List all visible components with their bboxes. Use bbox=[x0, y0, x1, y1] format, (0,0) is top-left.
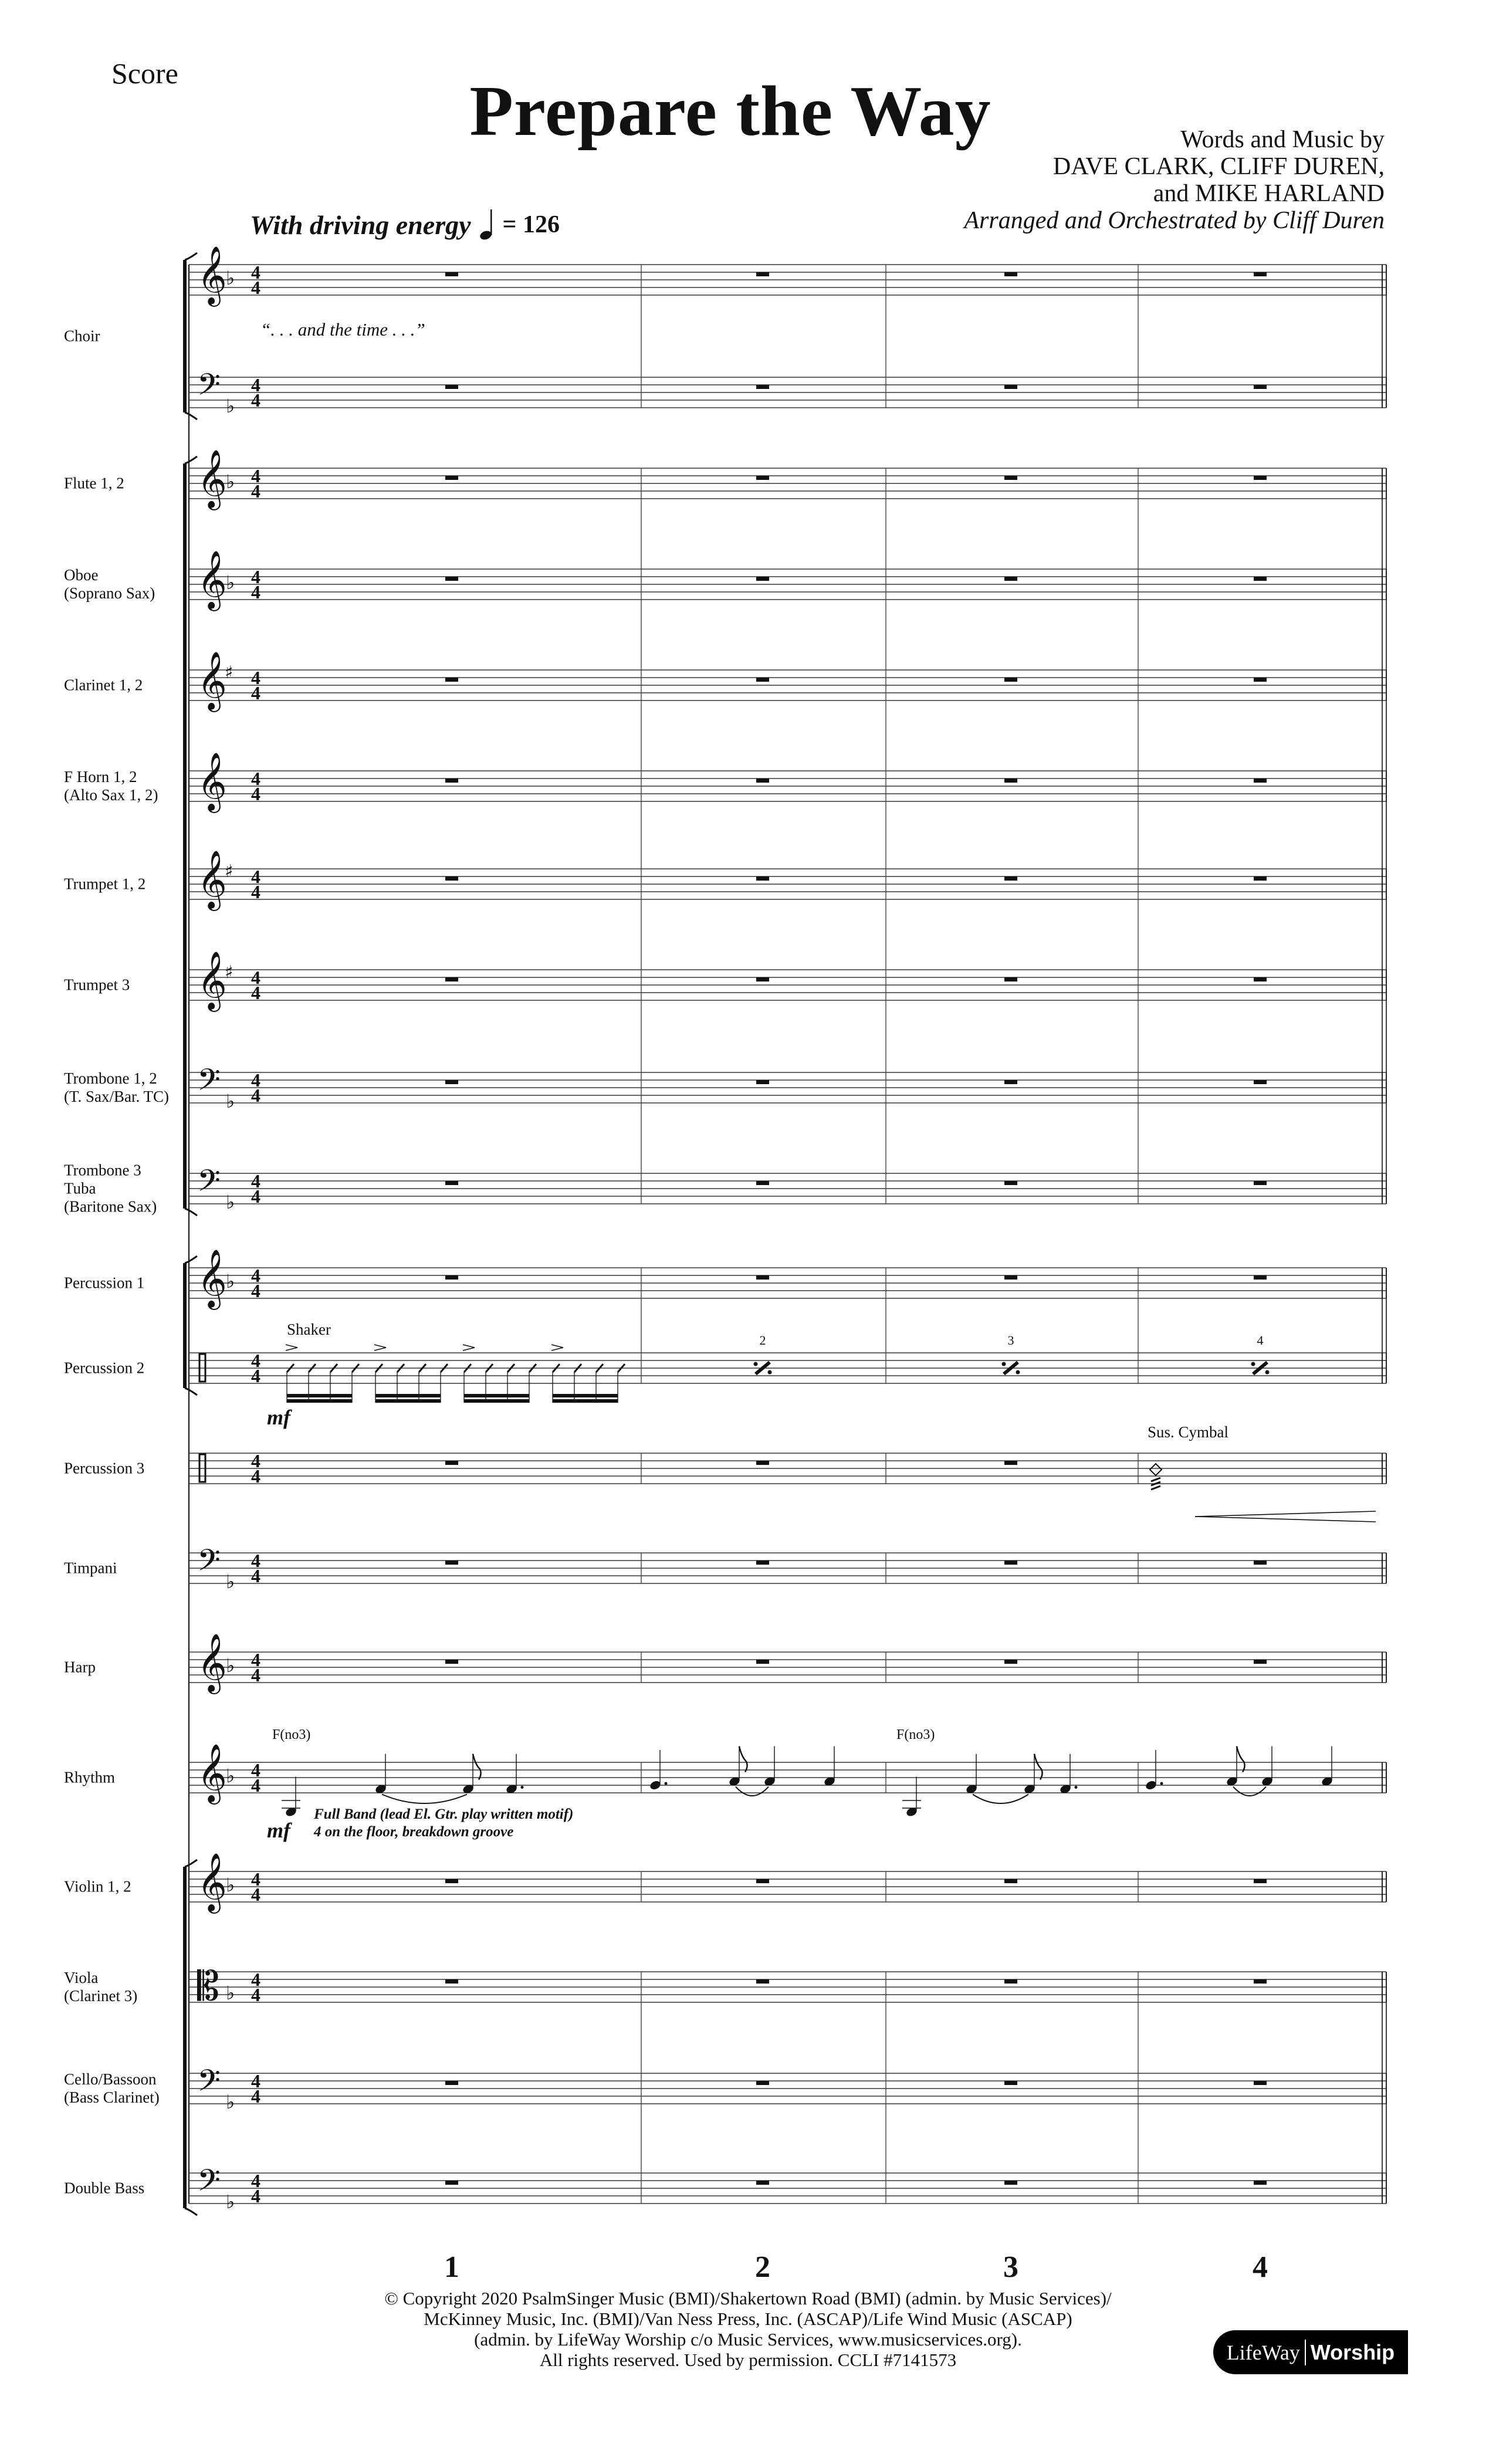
crescendo-hairpin bbox=[1195, 1511, 1376, 1517]
whole-rest bbox=[756, 2081, 769, 2085]
measure-number: 2 bbox=[755, 2250, 770, 2284]
beam bbox=[553, 1399, 618, 1403]
beam bbox=[375, 1399, 441, 1403]
sus-cymbal-label: Sus. Cymbal bbox=[1148, 1423, 1229, 1441]
instrument-label-line: Viola bbox=[64, 1969, 99, 1986]
treble-clef-icon: 𝄞 bbox=[197, 449, 227, 508]
time-signature-top: 4 bbox=[251, 1069, 260, 1091]
whole-rest bbox=[756, 476, 769, 480]
song-title: Prepare the Way bbox=[469, 72, 991, 151]
treble-clef-icon: 𝄞 bbox=[197, 246, 227, 304]
staff bbox=[189, 2162, 1386, 2213]
whole-rest bbox=[756, 1879, 769, 1883]
flat-icon: ♭ bbox=[226, 1571, 235, 1593]
treble-clef-icon: 𝄞 bbox=[197, 1633, 227, 1692]
eighth-flag bbox=[739, 1747, 747, 1772]
treble-clef-icon: 𝄞 bbox=[197, 1249, 227, 1308]
logo-divider bbox=[1305, 2340, 1306, 2365]
time-signature-bottom: 4 bbox=[251, 1565, 260, 1586]
whole-rest bbox=[445, 476, 458, 480]
flat-icon: ♭ bbox=[226, 571, 235, 594]
flat-icon: ♭ bbox=[226, 1191, 235, 1213]
whole-rest bbox=[756, 385, 769, 389]
tremolo-mark bbox=[1151, 1478, 1160, 1481]
whole-rest bbox=[445, 2181, 458, 2185]
whole-rest bbox=[1004, 977, 1017, 981]
whole-rest bbox=[756, 1979, 769, 1984]
time-signature-bottom: 4 bbox=[251, 682, 260, 703]
whole-rest bbox=[1004, 1660, 1017, 1664]
tie bbox=[1233, 1787, 1266, 1796]
whole-rest bbox=[1004, 1879, 1017, 1883]
bass-clef-icon: 𝄢 bbox=[197, 2162, 221, 2205]
whole-rest bbox=[756, 272, 769, 276]
bracket-hook bbox=[185, 1860, 197, 1867]
credit-line: and MIKE HARLAND bbox=[1153, 180, 1385, 207]
instrument-label-line: Percussion 1 bbox=[64, 1274, 145, 1292]
tempo-text: With driving energy bbox=[250, 209, 471, 240]
beam bbox=[375, 1394, 441, 1397]
staff bbox=[189, 1853, 1386, 1914]
whole-rest bbox=[1254, 678, 1267, 682]
instrument-label-line: Cello/Bassoon bbox=[64, 2070, 157, 2088]
whole-rest bbox=[445, 1080, 458, 1084]
time-signature-bottom: 4 bbox=[251, 1365, 260, 1386]
bass-clef-icon: 𝄢 bbox=[197, 367, 221, 409]
whole-rest bbox=[1004, 1979, 1017, 1984]
time-signature-bottom: 4 bbox=[251, 390, 260, 411]
copyright-line: McKinney Music, Inc. (BMI)/Van Ness Press, Inc. (ASCAP)/Life Wind Music (ASCAP) bbox=[424, 2309, 1072, 2329]
time-signature-top: 4 bbox=[251, 1550, 260, 1571]
time-signature-top: 4 bbox=[251, 667, 260, 688]
instrument-label-line: Double Bass bbox=[64, 2179, 145, 2197]
instrument-label-line: (Baritone Sax) bbox=[64, 1197, 157, 1216]
copyright-notice bbox=[329, 2288, 1167, 2370]
eighth-flag bbox=[1034, 1754, 1043, 1780]
whole-rest bbox=[1254, 1080, 1267, 1084]
measure-repeat-dot bbox=[754, 1362, 758, 1366]
whole-rest bbox=[1004, 1080, 1017, 1084]
whole-rest bbox=[445, 577, 458, 581]
measure-number: 1 bbox=[444, 2250, 459, 2284]
instrument-label-line: Trumpet 3 bbox=[64, 976, 130, 994]
staff bbox=[189, 1163, 1386, 1213]
whole-rest bbox=[1004, 779, 1017, 783]
bracket-hook bbox=[185, 456, 197, 463]
whole-rest bbox=[1254, 876, 1267, 881]
instrument-label-line: Timpani bbox=[64, 1559, 117, 1577]
whole-rest bbox=[445, 1181, 458, 1185]
whole-rest bbox=[1004, 2081, 1017, 2085]
measure-repeat-dot bbox=[1251, 1362, 1255, 1366]
whole-rest bbox=[1004, 678, 1017, 682]
whole-rest bbox=[756, 1461, 769, 1465]
staff bbox=[189, 1542, 1386, 1593]
whole-rest bbox=[756, 1660, 769, 1664]
instrument-label-line: Percussion 3 bbox=[64, 1459, 145, 1477]
flat-icon: ♭ bbox=[226, 267, 235, 289]
time-signature-bottom: 4 bbox=[251, 480, 260, 502]
logo-right: Worship bbox=[1310, 2340, 1395, 2364]
whole-rest bbox=[1254, 2181, 1267, 2185]
bracket-hook bbox=[185, 2208, 197, 2215]
beam bbox=[464, 1394, 529, 1397]
lifeway-worship-logo bbox=[1213, 2330, 1408, 2374]
treble-clef-icon: 𝄞 bbox=[197, 752, 227, 811]
flat-icon: ♭ bbox=[226, 1982, 235, 2004]
repeat-count: 4 bbox=[1257, 1333, 1264, 1348]
whole-rest bbox=[756, 2181, 769, 2185]
whole-rest bbox=[445, 1879, 458, 1883]
whole-rest bbox=[1254, 779, 1267, 783]
copyright-line: All rights reserved. Used by permission. CCLI #7141573 bbox=[539, 2350, 957, 2370]
time-signature-top: 4 bbox=[251, 1759, 260, 1781]
time-signature-bottom: 4 bbox=[251, 1085, 260, 1106]
whole-rest bbox=[445, 678, 458, 682]
crescendo-hairpin bbox=[1195, 1517, 1376, 1522]
time-signature-top: 4 bbox=[251, 2070, 260, 2091]
accent-mark bbox=[551, 1345, 563, 1351]
instrument-label-line: Trumpet 1, 2 bbox=[64, 875, 146, 893]
measure-repeat-dot bbox=[768, 1370, 772, 1375]
time-signature-bottom: 4 bbox=[251, 2086, 260, 2107]
bracket-hook bbox=[185, 412, 197, 419]
whole-rest bbox=[1254, 577, 1267, 581]
bass-clef-icon: 𝄢 bbox=[197, 1062, 221, 1105]
flat-icon: ♭ bbox=[226, 2191, 235, 2213]
bracket-hook bbox=[185, 1256, 197, 1263]
whole-rest bbox=[445, 385, 458, 389]
whole-rest bbox=[1254, 1181, 1267, 1185]
staff bbox=[189, 1249, 1386, 1310]
treble-clef-icon: 𝄞 bbox=[197, 951, 227, 1010]
rhythm-instruction: 4 on the floor, breakdown groove bbox=[314, 1824, 514, 1840]
flat-icon: ♭ bbox=[226, 2091, 235, 2113]
time-signature-top: 4 bbox=[251, 1969, 260, 1990]
time-signature-bottom: 4 bbox=[251, 1984, 260, 2005]
whole-rest bbox=[1004, 1275, 1017, 1280]
whole-rest bbox=[1004, 1461, 1017, 1465]
chord-symbol: F(no3) bbox=[896, 1727, 935, 1742]
time-signature-top: 4 bbox=[251, 2170, 260, 2191]
time-signature-top: 4 bbox=[251, 866, 260, 887]
measure-number: 3 bbox=[1003, 2250, 1018, 2284]
bracket-hook bbox=[185, 1209, 197, 1216]
tie bbox=[736, 1787, 769, 1796]
whole-rest bbox=[756, 1080, 769, 1084]
staff bbox=[189, 1633, 1386, 1694]
flat-icon: ♭ bbox=[226, 471, 235, 493]
treble-clef-icon: 𝄞 bbox=[197, 651, 227, 710]
time-signature-top: 4 bbox=[251, 1450, 260, 1471]
staff bbox=[189, 2063, 1386, 2113]
tie bbox=[973, 1795, 1028, 1804]
whole-rest bbox=[1254, 2081, 1267, 2085]
bracket bbox=[183, 1867, 187, 2208]
instrument-label-line: (Soprano Sax) bbox=[64, 584, 155, 602]
whole-rest bbox=[1254, 1275, 1267, 1280]
repeat-count: 2 bbox=[759, 1333, 766, 1348]
flat-icon: ♭ bbox=[226, 1270, 235, 1292]
treble-clef-icon: 𝄞 bbox=[197, 850, 227, 909]
flat-icon: ♭ bbox=[226, 1090, 235, 1112]
time-signature-bottom: 4 bbox=[251, 1186, 260, 1207]
flat-icon: ♭ bbox=[226, 395, 235, 417]
time-signature-top: 4 bbox=[251, 1869, 260, 1890]
measure-number: 4 bbox=[1253, 2250, 1268, 2284]
whole-rest bbox=[756, 577, 769, 581]
whole-rest bbox=[756, 779, 769, 783]
staff bbox=[189, 651, 1386, 712]
copyright-line: (admin. by LifeWay Worship c/o Music Services, www.musicservices.org). bbox=[474, 2329, 1022, 2350]
whole-rest bbox=[445, 2081, 458, 2085]
time-signature-top: 4 bbox=[251, 566, 260, 587]
whole-rest bbox=[445, 977, 458, 981]
dynamic-mf: mf bbox=[267, 1819, 290, 1842]
whole-rest bbox=[756, 1181, 769, 1185]
whole-rest bbox=[1004, 476, 1017, 480]
beam bbox=[287, 1399, 352, 1403]
instrument-label-line: Rhythm bbox=[64, 1768, 116, 1786]
instrument-label-line: F Horn 1, 2 bbox=[64, 768, 137, 786]
logo-left: LifeWay bbox=[1226, 2340, 1300, 2364]
time-signature-bottom: 4 bbox=[251, 1465, 260, 1487]
whole-rest bbox=[1254, 1660, 1267, 1664]
metronome-value: = 126 bbox=[502, 211, 560, 238]
whole-rest bbox=[445, 779, 458, 783]
shaker-label: Shaker bbox=[287, 1321, 331, 1338]
whole-rest bbox=[445, 272, 458, 276]
whole-rest bbox=[756, 678, 769, 682]
staff bbox=[189, 1450, 1386, 1487]
time-signature-top: 4 bbox=[251, 768, 260, 789]
staff bbox=[189, 1964, 1386, 2010]
copyright-line: © Copyright 2020 PsalmSinger Music (BMI)/Shakertown Road (BMI) (admin. by Music Services)/ bbox=[384, 2288, 1112, 2309]
time-signature-top: 4 bbox=[251, 1170, 260, 1192]
staff bbox=[189, 246, 1386, 307]
instrument-label-line: (T. Sax/Bar. TC) bbox=[64, 1088, 169, 1105]
staff bbox=[189, 752, 1386, 813]
instrument-label-line: (Bass Clarinet) bbox=[64, 2089, 160, 2106]
instrument-label-line: (Alto Sax 1, 2) bbox=[64, 786, 158, 804]
whole-rest bbox=[756, 977, 769, 981]
whole-rest bbox=[1004, 1181, 1017, 1185]
whole-rest bbox=[445, 1979, 458, 1984]
arranger-credit: Arranged and Orchestrated by Cliff Duren bbox=[964, 207, 1385, 234]
time-signature-bottom: 4 bbox=[251, 1280, 260, 1301]
instrument-label-line: (Clarinet 3) bbox=[64, 1987, 138, 2005]
instrument-label-line: Flute 1, 2 bbox=[64, 474, 124, 492]
time-signature-bottom: 4 bbox=[251, 2185, 260, 2206]
time-signature-top: 4 bbox=[251, 374, 260, 395]
staff bbox=[189, 367, 1386, 417]
whole-rest bbox=[1254, 1561, 1267, 1565]
bass-clef-icon: 𝄢 bbox=[197, 1163, 221, 1206]
instrument-label-line: Tuba bbox=[64, 1179, 96, 1197]
eighth-flag bbox=[473, 1754, 481, 1780]
whole-rest bbox=[1254, 1979, 1267, 1984]
bracket bbox=[183, 1263, 187, 1388]
flat-icon: ♭ bbox=[226, 1765, 235, 1787]
instrument-label-line: Choir bbox=[64, 327, 100, 345]
augmentation-dot bbox=[665, 1782, 668, 1785]
whole-rest bbox=[1254, 272, 1267, 276]
time-signature-bottom: 4 bbox=[251, 277, 260, 298]
whole-rest bbox=[1004, 876, 1017, 881]
credit-line: Words and Music by bbox=[1180, 126, 1385, 153]
bass-clef-icon: 𝄢 bbox=[197, 1542, 221, 1585]
whole-rest bbox=[445, 1275, 458, 1280]
instrument-label-line: Violin 1, 2 bbox=[64, 1877, 131, 1896]
whole-rest bbox=[1004, 577, 1017, 581]
whole-rest bbox=[756, 1561, 769, 1565]
staff bbox=[189, 449, 1386, 510]
whole-rest bbox=[445, 1660, 458, 1664]
staff bbox=[189, 850, 1386, 911]
whole-rest bbox=[756, 876, 769, 881]
eighth-flag bbox=[1237, 1747, 1245, 1772]
whole-rest bbox=[1254, 1879, 1267, 1883]
augmentation-dot bbox=[1075, 1786, 1078, 1789]
tremolo-mark bbox=[1151, 1486, 1160, 1490]
credit-line: DAVE CLARK, CLIFF DUREN, bbox=[1052, 153, 1385, 180]
beam bbox=[553, 1394, 618, 1397]
measure-repeat-dot bbox=[1002, 1362, 1006, 1366]
time-signature-bottom: 4 bbox=[251, 982, 260, 1003]
staff bbox=[189, 1744, 1386, 1805]
bracket-hook bbox=[185, 253, 197, 260]
staff bbox=[189, 951, 1386, 1012]
instrument-label-line: Percussion 2 bbox=[64, 1359, 145, 1377]
time-signature-top: 4 bbox=[251, 967, 260, 988]
time-signature-bottom: 4 bbox=[251, 1664, 260, 1685]
rhythm-instruction: Full Band (lead El. Gtr. play written motif) bbox=[314, 1806, 574, 1822]
whole-rest bbox=[1004, 272, 1017, 276]
accent-mark bbox=[463, 1345, 475, 1351]
chord-symbol: F(no3) bbox=[272, 1727, 311, 1742]
instrument-label-line: Clarinet 1, 2 bbox=[64, 676, 143, 694]
staff bbox=[189, 1350, 1386, 1386]
bracket-hook bbox=[185, 1388, 197, 1395]
accent-mark bbox=[374, 1345, 386, 1351]
time-signature-bottom: 4 bbox=[251, 581, 260, 603]
flat-icon: ♭ bbox=[226, 1654, 235, 1677]
augmentation-dot bbox=[1160, 1782, 1163, 1785]
time-signature-bottom: 4 bbox=[251, 1775, 260, 1796]
bass-clef-icon: 𝄢 bbox=[197, 2063, 221, 2106]
time-signature-top: 4 bbox=[251, 1350, 260, 1371]
whole-rest bbox=[756, 1275, 769, 1280]
beam bbox=[464, 1399, 529, 1403]
score-label: Score bbox=[111, 57, 178, 90]
time-signature-top: 4 bbox=[251, 465, 260, 486]
sharp-icon: ♯ bbox=[225, 962, 233, 983]
time-signature-top: 4 bbox=[251, 1265, 260, 1286]
staff bbox=[189, 1062, 1386, 1112]
time-signature-bottom: 4 bbox=[251, 783, 260, 804]
treble-clef-icon: 𝄞 bbox=[197, 1853, 227, 1911]
whole-rest bbox=[1004, 2181, 1017, 2185]
time-signature-bottom: 4 bbox=[251, 1884, 260, 1905]
whole-rest bbox=[1004, 1561, 1017, 1565]
bracket bbox=[183, 463, 187, 1209]
whole-rest bbox=[1004, 385, 1017, 389]
whole-rest bbox=[1254, 476, 1267, 480]
treble-clef-icon: 𝄞 bbox=[197, 1744, 227, 1802]
repeat-count: 3 bbox=[1007, 1333, 1014, 1348]
alto-clef-icon: 𝄡 bbox=[197, 1964, 219, 2010]
time-signature-top: 4 bbox=[251, 1649, 260, 1670]
whole-rest bbox=[445, 876, 458, 881]
instrument-label-line: Trombone 1, 2 bbox=[64, 1069, 157, 1087]
time-signature-top: 4 bbox=[251, 262, 260, 283]
choir-cue-text: “. . . and the time . . .” bbox=[260, 319, 425, 340]
flat-icon: ♭ bbox=[226, 1874, 235, 1896]
instrument-label-line: Oboe bbox=[64, 566, 99, 584]
tie bbox=[382, 1795, 467, 1804]
whole-rest bbox=[445, 1561, 458, 1565]
sharp-icon: ♯ bbox=[225, 662, 233, 683]
whole-rest bbox=[445, 1461, 458, 1465]
bracket bbox=[183, 260, 187, 412]
instrument-label-line: Harp bbox=[64, 1658, 96, 1676]
staff bbox=[189, 550, 1386, 611]
instrument-label-line: Trombone 3 bbox=[64, 1161, 141, 1179]
time-signature-bottom: 4 bbox=[251, 881, 260, 902]
whole-rest bbox=[1254, 385, 1267, 389]
sharp-icon: ♯ bbox=[225, 861, 233, 882]
measure-repeat-dot bbox=[1265, 1370, 1270, 1375]
accent-mark bbox=[286, 1345, 297, 1351]
treble-clef-icon: 𝄞 bbox=[197, 550, 227, 609]
whole-rest bbox=[1254, 977, 1267, 981]
dynamic-mf: mf bbox=[267, 1406, 290, 1429]
augmentation-dot bbox=[521, 1786, 524, 1789]
diamond-notehead bbox=[1150, 1464, 1162, 1475]
beam bbox=[287, 1394, 352, 1397]
measure-repeat-dot bbox=[1016, 1370, 1020, 1375]
